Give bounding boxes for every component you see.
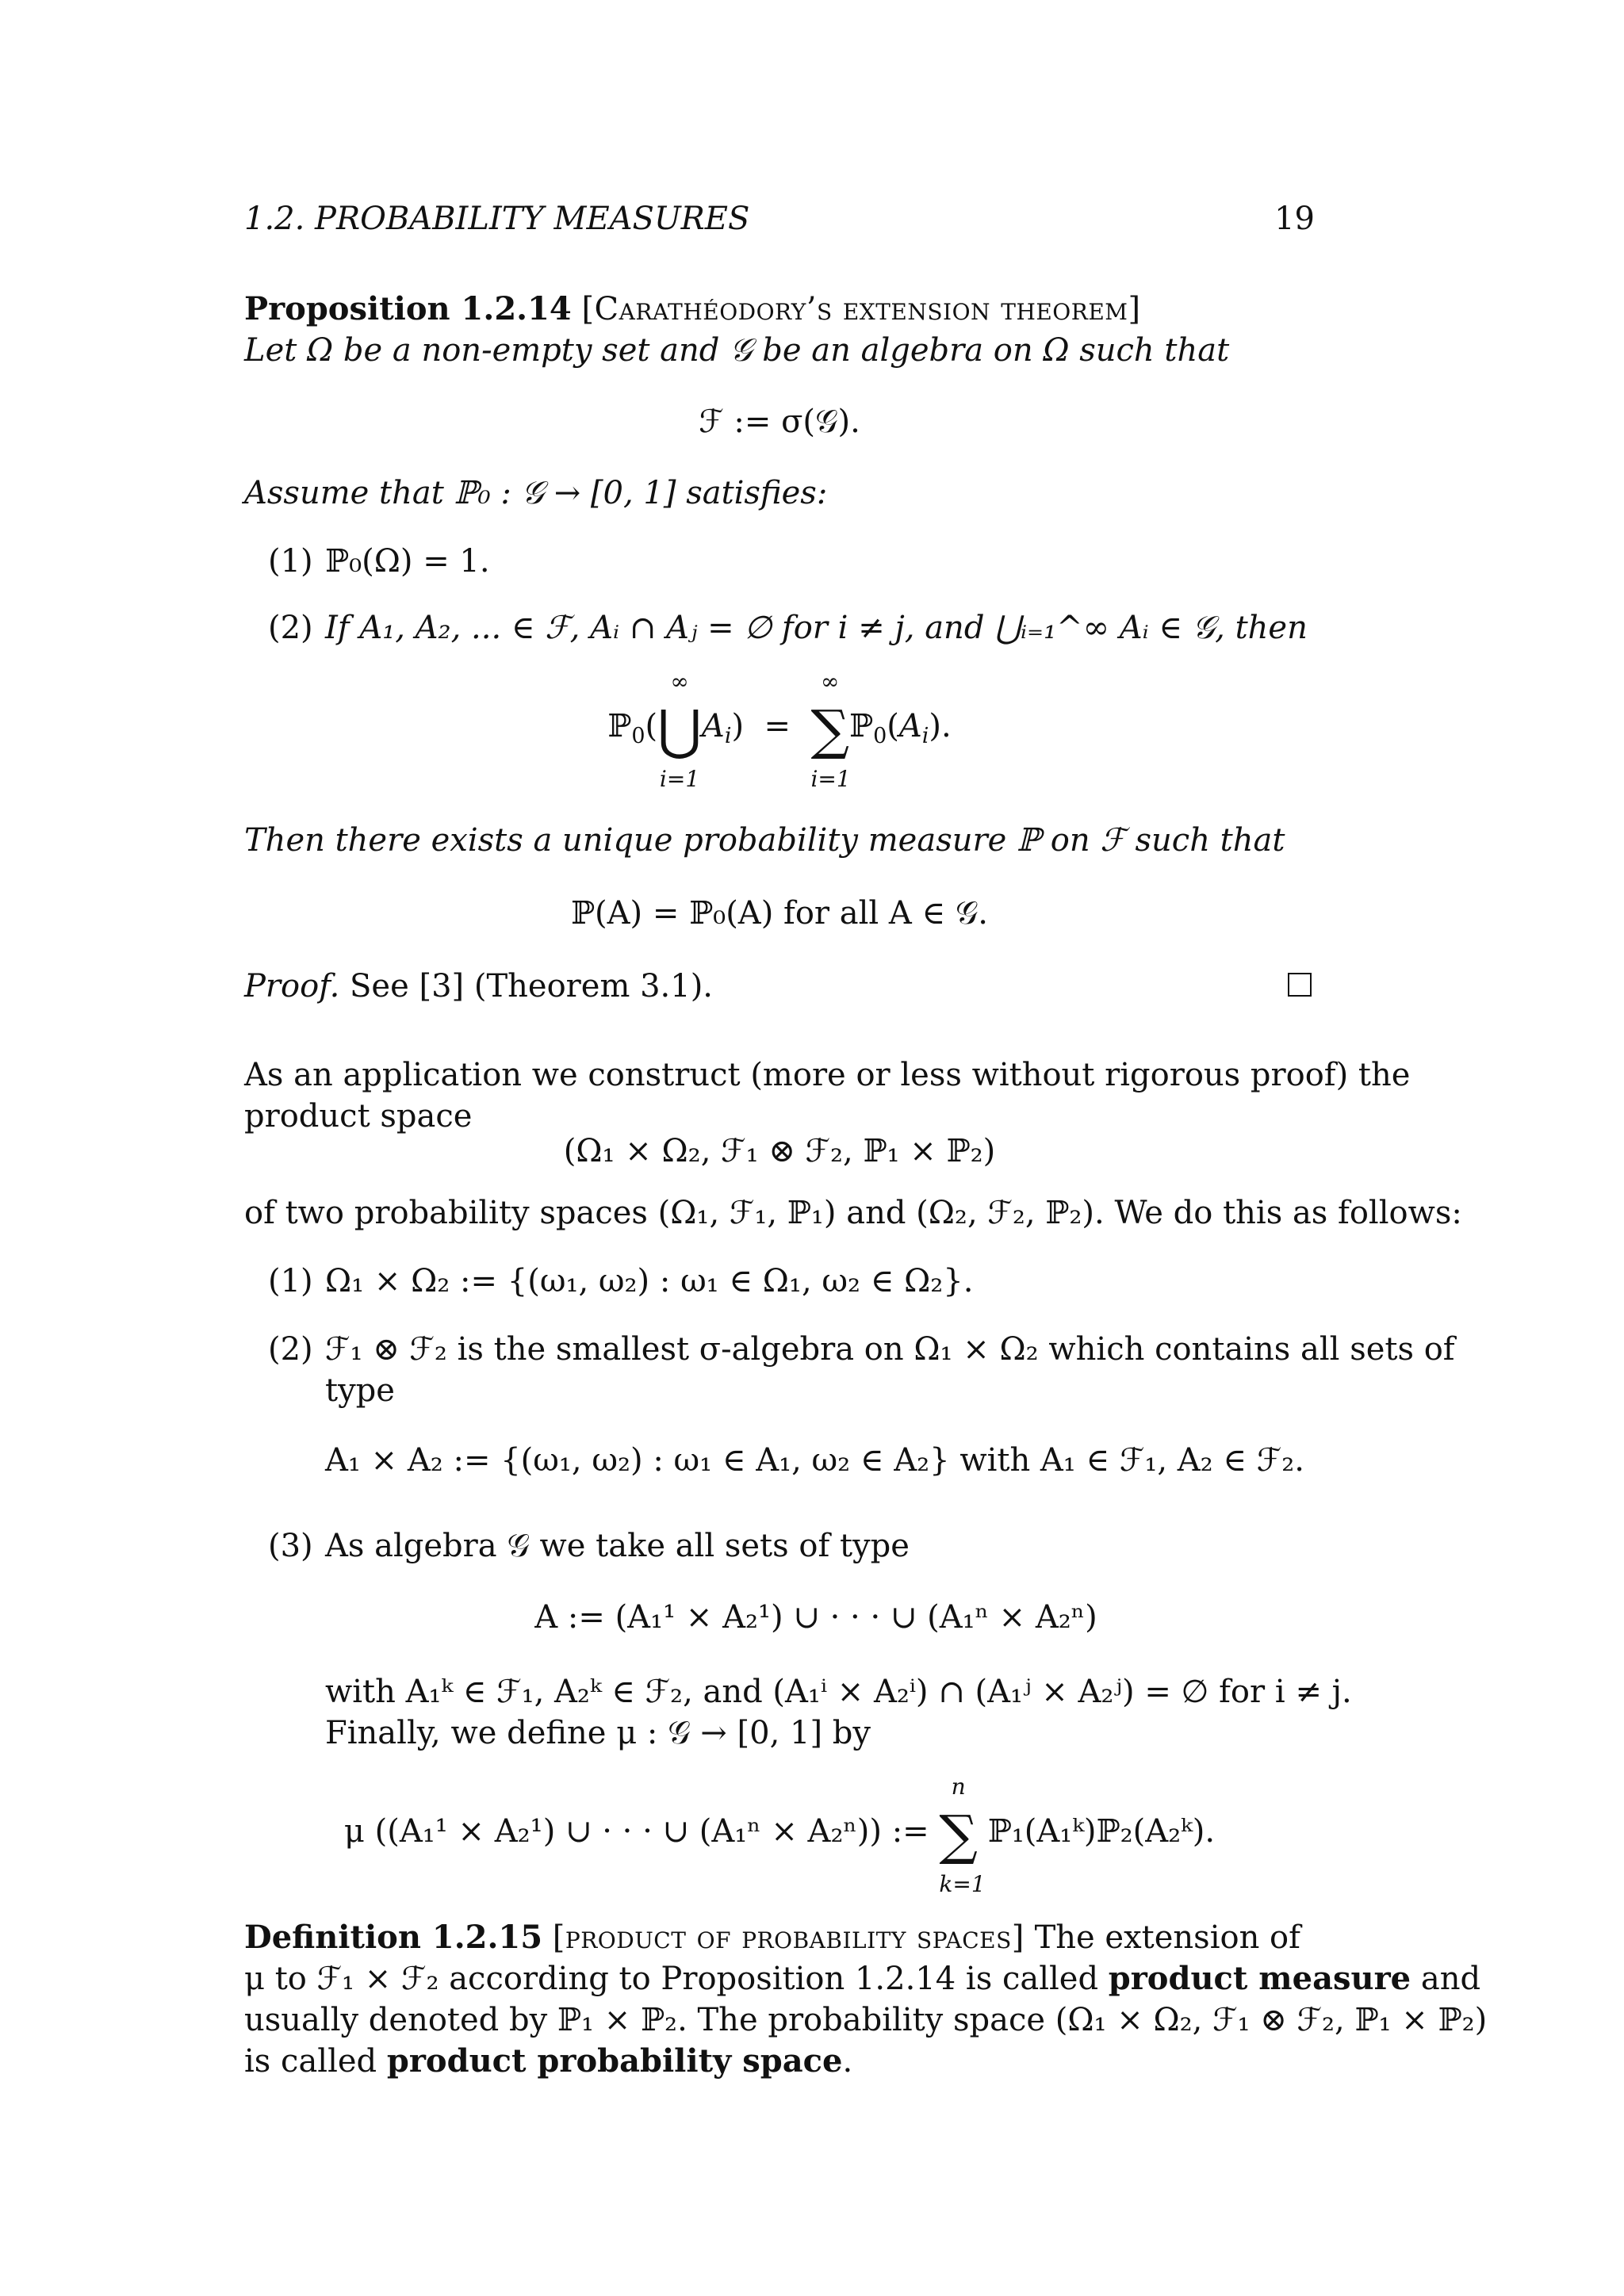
definition-line2: [244, 1958, 1481, 1999]
definition-line4-a: is called: [244, 2043, 387, 2080]
step-3-number: (3): [268, 1528, 313, 1564]
step-3: [268, 1525, 1315, 1567]
mu-sum-operator: n ∑ k=1: [939, 1773, 986, 1897]
mu-sum-lower: k=1: [939, 1870, 986, 1897]
extension-formula: ℙ(A) = ℙ₀(A) for all A ∈ 𝒢.: [570, 895, 989, 932]
condition-2-text: If A₁, A₂, ... ∈ ℱ, Aᵢ ∩ Aⱼ = ∅ for i ≠ j, and ⋃ᵢ₌₁^∞ Aᵢ ∈ 𝒢, then: [325, 610, 1308, 646]
proof-label: Proof.: [244, 968, 340, 1004]
countable-additivity-formula: ℙ$_0$( ∞ ⋃ i=1 $A_i$) = ∞ ∑ i=1 $ℙ_0(A_i)$.: [607, 668, 952, 792]
condition-2-number: (2): [268, 610, 313, 646]
mu-sum-upper: n: [951, 1773, 966, 1800]
step-1-number: (1): [268, 1263, 313, 1299]
application-para-line2: product space: [244, 1098, 473, 1135]
definition-line3: usually denoted by ℙ₁ × ℙ₂. The probability space (Ω₁ × Ω₂, ℱ₁ ⊗ ℱ₂, ℙ₁ × ℙ₂): [244, 2002, 1488, 2038]
running-header-section: 1.2. PROBABILITY MEASURES: [244, 201, 750, 237]
proof-text: See [3] (Theorem 3.1).: [350, 968, 714, 1004]
step-3-line3: [268, 1712, 1315, 1754]
step-3-condition: with A₁ᵏ ∈ ℱ₁, A₂ᵏ ∈ ℱ₂, and (A₁ⁱ × A₂ⁱ) ∩ (A₁ʲ × A₂ʲ) = ∅ for i ≠ j.: [325, 1674, 1352, 1710]
union-upper-limit: ∞: [670, 668, 689, 695]
step-3-line2: [268, 1671, 1352, 1712]
mu-lhs: μ ((A₁¹ × A₂¹) ∪ · · · ∪ (A₁ⁿ × A₂ⁿ)) :=: [343, 1813, 929, 1850]
step-2-line2: [268, 1370, 1315, 1411]
definition-line1-tail: The extension of: [1034, 1919, 1300, 1956]
step-2-formula: [268, 1440, 1315, 1481]
proposition-name: [Carathéodory’s extension theorem]: [581, 291, 1141, 327]
step-3-define-mu: Finally, we define μ : 𝒢 → [0, 1] by: [325, 1715, 871, 1751]
step-1: [268, 1261, 1315, 1302]
sum-upper-limit: ∞: [821, 668, 840, 695]
step-3-line1: As algebra 𝒢 we take all sets of type: [325, 1528, 910, 1564]
step-2-number: (2): [268, 1331, 313, 1368]
condition-1-number: (1): [268, 543, 313, 580]
proposition-statement: Let Ω be a non-empty set and 𝒢 be an algebra on Ω such that: [244, 332, 1230, 369]
proposition-heading: [244, 289, 1315, 330]
conclusion-line: Then there exists a unique probability measure ℙ on ℱ such that: [244, 822, 1285, 859]
assume-line: Assume that ℙ₀ : 𝒢 → [0, 1] satisfies:: [244, 475, 828, 511]
proof-line: [244, 966, 1315, 1007]
definition-line4: [244, 2041, 1315, 2082]
step-1-text: Ω₁ × Ω₂ := {(ω₁, ω₂) : ω₁ ∈ Ω₁, ω₂ ∈ Ω₂}.: [325, 1263, 974, 1299]
condition-1-text: ℙ₀(Ω) = 1.: [325, 543, 490, 580]
definition-line2-b: and: [1411, 1961, 1481, 1997]
condition-1: [268, 541, 1315, 582]
page-number: 19: [1274, 201, 1315, 237]
product-space-formula: (Ω₁ × Ω₂, ℱ₁ ⊗ ℱ₂, ℙ₁ × ℙ₂): [563, 1133, 996, 1169]
product-measure-term: product measure: [1108, 1960, 1411, 1997]
union-operator: ∞ ⋃ i=1: [657, 668, 702, 792]
step-2: [268, 1329, 1455, 1370]
definition-line2-a: μ to ℱ₁ × ℱ₂ according to Proposition 1.2.14 is called: [244, 1961, 1109, 1997]
definition-line1: [244, 1917, 1315, 1958]
definition-label: Definition 1.2.15: [244, 1919, 543, 1956]
qed-box-icon: [1288, 973, 1312, 997]
condition-2: [268, 607, 1315, 649]
application-para-line3: of two probability spaces (Ω₁, ℱ₁, ℙ₁) and (Ω₂, ℱ₂, ℙ₂). We do this as follows:: [244, 1195, 1462, 1231]
product-probability-space-term: product probability space: [386, 2042, 843, 2080]
union-lower-limit: i=1: [659, 765, 700, 792]
definition-line4-b: .: [842, 2043, 853, 2080]
additivity-rhs: ∞ ∑ i=1 $ℙ_0(A_i)$.: [810, 668, 952, 792]
mu-definition-formula: [244, 1773, 1315, 1897]
proposition-label: Proposition 1.2.14: [244, 290, 572, 327]
step-2-line1: ℱ₁ ⊗ ℱ₂ is the smallest σ-algebra on Ω₁ × Ω₂ which contains all sets of: [325, 1331, 1455, 1368]
sum-operator: ∞ ∑ i=1: [810, 668, 851, 792]
sigma-formula: ℱ := σ(𝒢).: [699, 404, 860, 440]
mu-rhs: ℙ₁(A₁ᵏ)ℙ₂(A₂ᵏ).: [987, 1813, 1216, 1850]
definition-name: [product of probability spaces]: [552, 1919, 1025, 1956]
sum-lower-limit: i=1: [810, 765, 851, 792]
step-2-type-word: type: [325, 1372, 395, 1409]
algebra-set-formula: A := (A₁¹ × A₂¹) ∪ · · · ∪ (A₁ⁿ × A₂ⁿ): [534, 1599, 1097, 1636]
step-2-formula-text: A₁ × A₂ := {(ω₁, ω₂) : ω₁ ∈ A₁, ω₂ ∈ A₂} with A₁ ∈ ℱ₁, A₂ ∈ ℱ₂.: [325, 1442, 1304, 1479]
additivity-lhs: ℙ$_0$( ∞ ⋃ i=1 $A_i$): [607, 668, 745, 792]
application-para-line1: As an application we construct (more or less without rigorous proof) the: [244, 1057, 1411, 1093]
